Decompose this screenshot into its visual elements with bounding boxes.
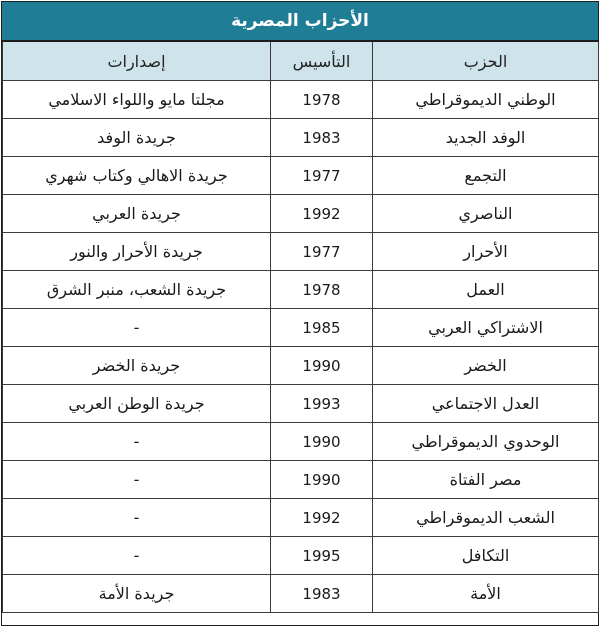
table-row [3,461,599,499]
publications-cell: جريدة الوفد [3,119,271,157]
header-publications: إصدارات [3,42,271,81]
table-row [3,81,599,119]
table-row [3,423,599,461]
founded-cell: 1978 [271,271,373,309]
publications-cell: - [3,461,271,499]
publications-cell: جريدة الأحرار والنور [3,233,271,271]
header-party: الحزب [373,42,599,81]
publications-cell: - [3,537,271,575]
publications-cell: جريدة الأمة [3,575,271,613]
table-row [3,195,599,233]
table-body [3,81,599,613]
header-row [3,42,599,81]
table-row [3,233,599,271]
table-row [3,347,599,385]
publications-cell: جريدة الشعب، منبر الشرق [3,271,271,309]
party-cell: الأحرار [373,233,599,271]
publications-cell: مجلتا مايو واللواء الاسلامي [3,81,271,119]
table-row [3,385,599,423]
table-row [3,499,599,537]
party-cell: الأمة [373,575,599,613]
table-row [3,157,599,195]
publications-cell: جريدة العربي [3,195,271,233]
founded-cell: 1992 [271,195,373,233]
publications-cell: - [3,423,271,461]
party-cell: مصر الفتاة [373,461,599,499]
party-cell: العدل الاجتماعي [373,385,599,423]
party-cell: الخضر [373,347,599,385]
founded-cell: 1983 [271,575,373,613]
header-founded: التأسيس [271,42,373,81]
founded-cell: 1990 [271,461,373,499]
table-title: الأحزاب المصرية [2,2,598,42]
party-cell: الاشتراكي العربي [373,309,599,347]
parties-table-card [1,1,599,626]
publications-cell: - [3,499,271,537]
founded-cell: 1978 [271,81,373,119]
founded-cell: 1990 [271,347,373,385]
founded-cell: 1977 [271,233,373,271]
founded-cell: 1990 [271,423,373,461]
table-row [3,575,599,613]
party-cell: الشعب الديموقراطي [373,499,599,537]
publications-cell: - [3,309,271,347]
party-cell: التجمع [373,157,599,195]
party-cell: الوحدوي الديموقراطي [373,423,599,461]
table-row [3,119,599,157]
party-cell: الوفد الجديد [373,119,599,157]
publications-cell: جريدة الخضر [3,347,271,385]
founded-cell: 1977 [271,157,373,195]
party-cell: الناصري [373,195,599,233]
party-cell: العمل [373,271,599,309]
publications-cell: جريدة الوطن العربي [3,385,271,423]
table-row [3,537,599,575]
founded-cell: 1993 [271,385,373,423]
party-cell: التكافل [373,537,599,575]
table-row [3,271,599,309]
party-cell: الوطني الديموقراطي [373,81,599,119]
parties-table [2,42,599,613]
founded-cell: 1995 [271,537,373,575]
founded-cell: 1992 [271,499,373,537]
founded-cell: 1983 [271,119,373,157]
founded-cell: 1985 [271,309,373,347]
table-row [3,309,599,347]
publications-cell: جريدة الاهالي وكتاب شهري [3,157,271,195]
